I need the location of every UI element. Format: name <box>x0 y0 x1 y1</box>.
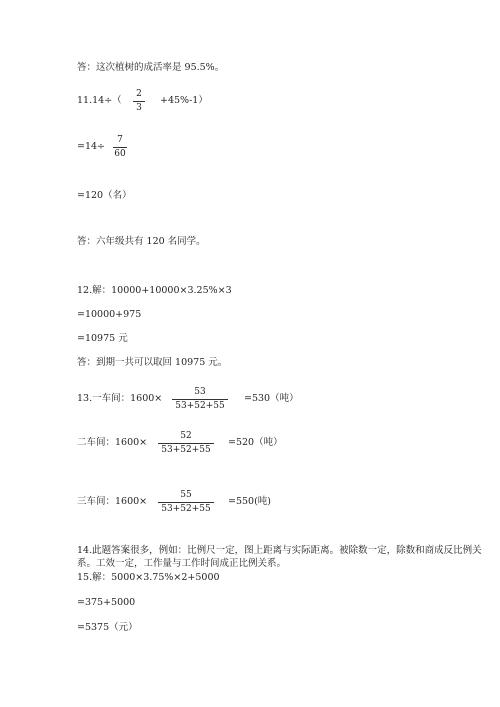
fraction-bar <box>113 147 127 148</box>
fraction-denominator: 53+52+55 <box>175 401 225 411</box>
q13-line2-end: =520（吨） <box>228 437 283 448</box>
fraction-numerator: 52 <box>180 431 192 441</box>
answer-q12: 答：到期一共可以取回 10975 元。 <box>77 357 228 368</box>
fraction-52 <box>158 431 214 456</box>
fraction-denominator: 3 <box>136 103 142 113</box>
q13-line1-end: =530（吨） <box>244 393 299 404</box>
answer-q11: 答：六年级共有 120 名同学。 <box>77 236 206 247</box>
q11-line1-end: +45%-1） <box>160 95 208 106</box>
q11-line1-start: 11.14÷（ <box>77 95 122 106</box>
fraction-bar <box>172 399 228 400</box>
fraction-bar <box>158 502 214 503</box>
fraction-denominator: 53+52+55 <box>161 445 211 455</box>
q13-line2-start: 二车间：1600× <box>77 437 148 448</box>
q15-line3: =5375（元） <box>77 622 138 633</box>
fraction-numerator: 2 <box>136 89 142 99</box>
fraction-55 <box>158 490 214 515</box>
q11-line2-start: =14÷ <box>77 141 106 152</box>
fraction-2-3 <box>133 89 145 114</box>
q13-line3-end: =550(吨) <box>228 496 272 507</box>
q15-line1: 15.解：5000×3.75%×2+5000 <box>77 572 220 583</box>
fraction-denominator: 53+52+55 <box>161 504 211 514</box>
fraction-numerator: 7 <box>117 135 123 145</box>
fraction-7-60 <box>113 135 127 160</box>
fraction-53 <box>172 387 228 412</box>
fraction-bar <box>133 101 145 102</box>
q13-line3-start: 三车间：1600× <box>77 496 148 507</box>
q12-line1: 12.解：10000+10000×3.25%×3 <box>77 285 232 296</box>
fraction-numerator: 55 <box>180 490 192 500</box>
answer-q10: 答：这次植树的成活率是 95.5%。 <box>77 62 225 73</box>
q12-line3: =10975 元 <box>77 333 128 344</box>
q11-line3: =120（名） <box>77 190 132 201</box>
fraction-numerator: 53 <box>194 387 206 397</box>
fraction-denominator: 60 <box>114 149 126 159</box>
q12-line2: =10000+975 <box>77 309 142 320</box>
q15-line2: =375+5000 <box>77 597 136 608</box>
q13-line1-start: 13.一车间：1600× <box>77 393 163 404</box>
fraction-bar <box>158 443 214 444</box>
q14-paragraph: 14.此题答案很多，例如：比例尺一定，图上距离与实际距离。被除数一定，除数和商成反比例关系。工效一定，工作量与工作时间成正比例关系。 <box>77 545 482 569</box>
